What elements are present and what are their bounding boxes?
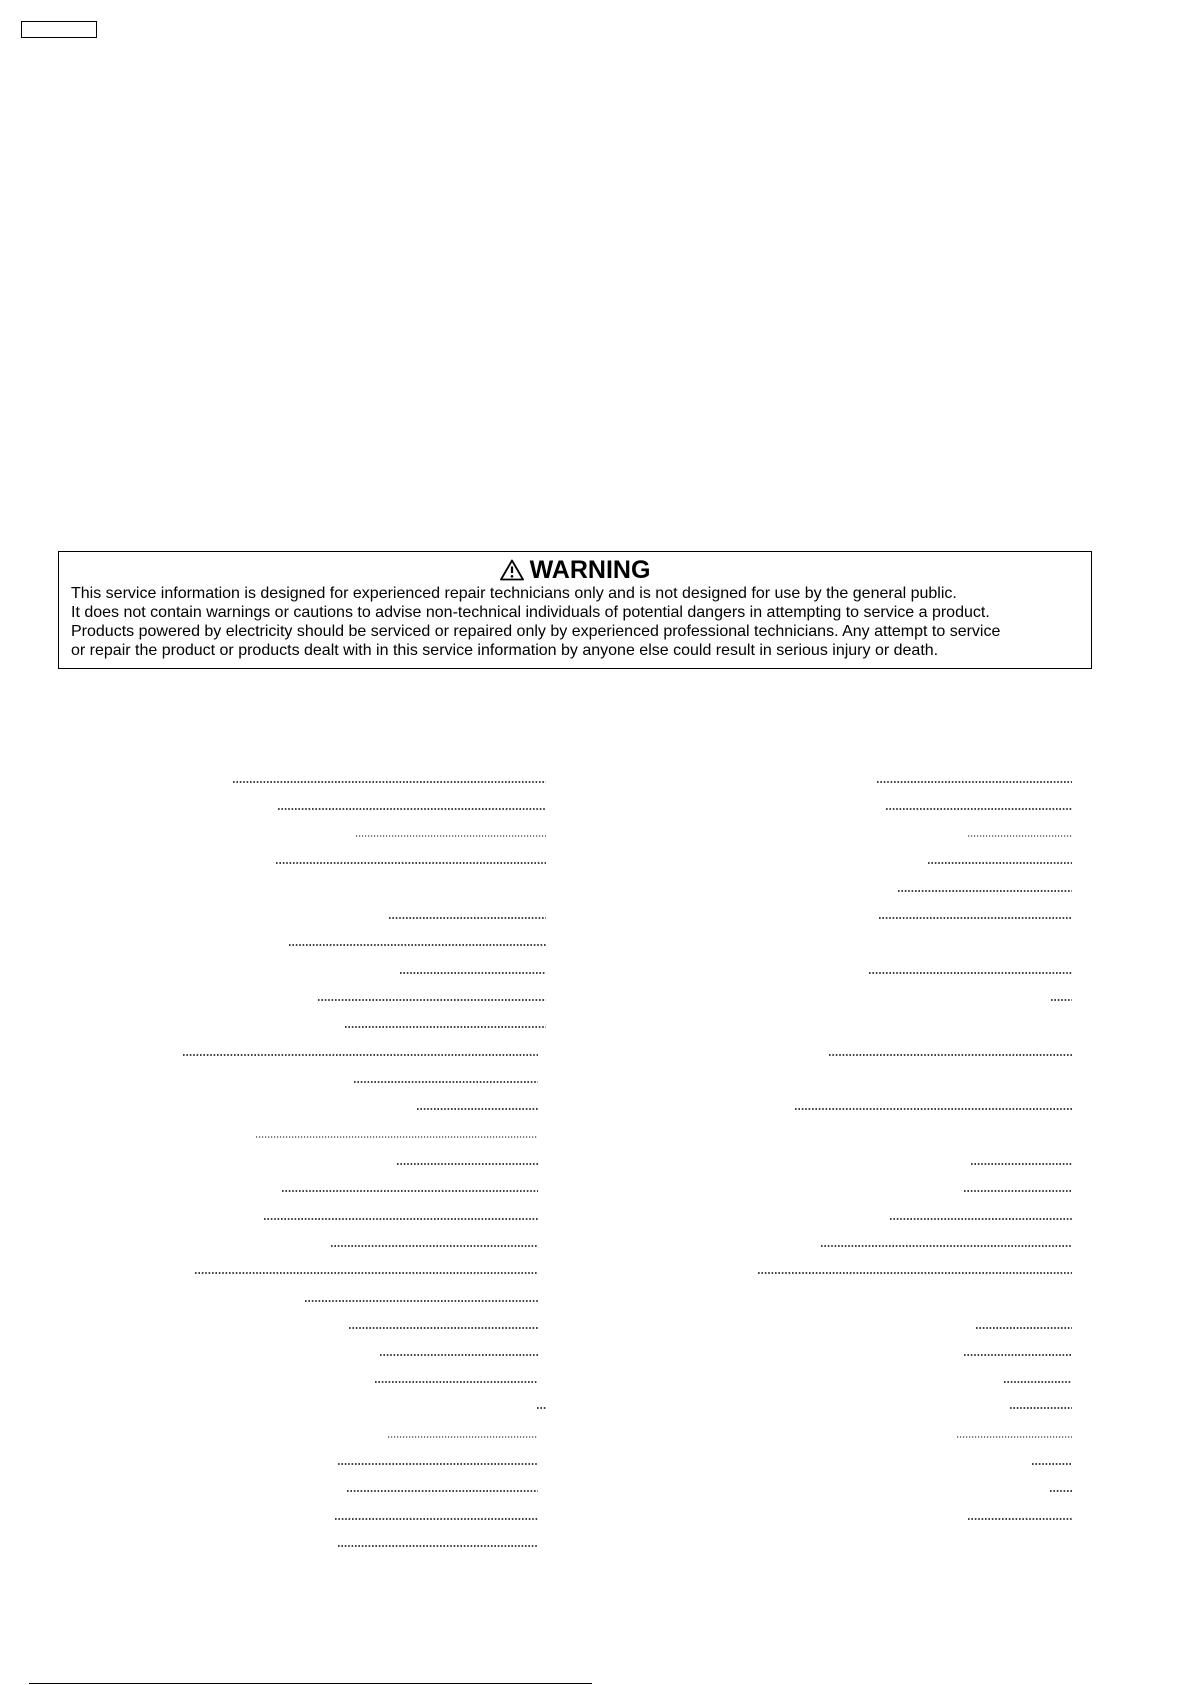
warning-line-3: Products powered by electricity should be serviced or repaired only by experienced professional technicians. Any attempt to service: [71, 623, 1001, 640]
warning-line-4: or repair the product or products dealt with in this service information by anyone else could result in serious injury or death.: [71, 642, 939, 659]
warning-line-1: This service information is designed for experienced repair technicians only and is not designed for use by the general public.: [71, 585, 957, 602]
warning-line-2: It does not contain warnings or cautions to advise non-technical individuals of potential dangers in attempting to service a product.: [71, 604, 990, 621]
warning-title: WARNING: [529, 556, 651, 584]
bottom-rule: [29, 1683, 592, 1684]
